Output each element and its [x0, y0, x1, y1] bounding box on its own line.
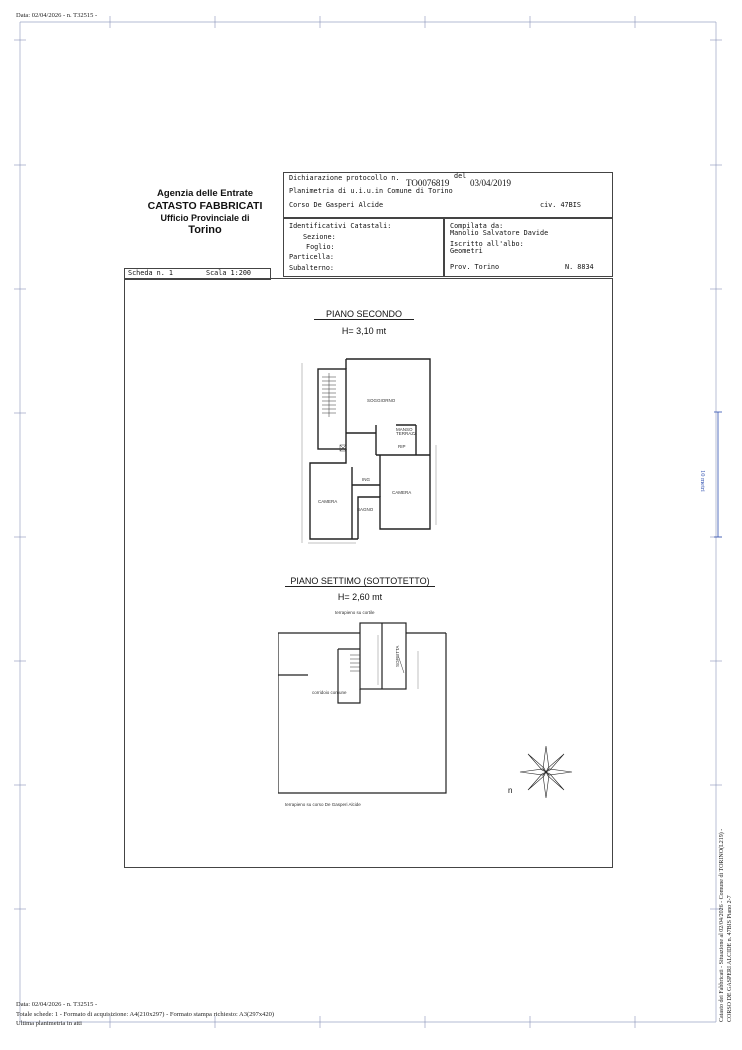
room-soggiorno: SOGGIORNO: [367, 398, 396, 403]
room-small: MANSO TERRAZZ: [396, 427, 417, 436]
protocol-date: 03/04/2019: [470, 178, 512, 188]
floor1-height: H= 3,10 mt: [341, 326, 387, 336]
room-ing: ING: [362, 477, 371, 482]
room-bagno: BAGNO: [357, 507, 374, 512]
agency-office: Ufficio Provinciale di: [160, 213, 250, 223]
footer-line-3: Ultima planimetria in atti: [16, 1020, 82, 1027]
particella-label: Particella:: [289, 253, 335, 261]
floor2-height: H= 2,60 mt: [337, 592, 383, 602]
soffitta-label: SOFFITTA: [395, 645, 400, 667]
floor1-plan: [296, 355, 441, 551]
iscritto-label: Iscritto all'albo:: [450, 240, 524, 248]
planimetria-text: Planimetria di u.i.u.in Comune di Torino: [289, 187, 453, 195]
del-label: del: [454, 172, 467, 180]
compass-label: n: [508, 786, 513, 795]
prov-value: Prov. Torino: [450, 263, 500, 271]
agency-block: [130, 188, 280, 236]
protocol-label: Dichiarazione protocollo n.: [289, 174, 400, 182]
room-rip: RIP: [398, 444, 406, 449]
compilata-name: Manolio Salvatore Davide: [450, 229, 549, 237]
floor2-note-top: terrapieno su cortile: [335, 610, 375, 615]
address-text: Corso De Gasperi Alcide: [289, 201, 384, 209]
room-camera-right: CAMERA: [392, 490, 412, 495]
civic-number: civ. 47BIS: [540, 201, 581, 209]
compass-icon: [518, 744, 574, 800]
identificativi-title: Identificativi Catastali:: [289, 222, 392, 230]
street-note: terrapieno su corso De Gasperi Alcide: [285, 802, 361, 807]
corridoio-label: corridoio comune: [312, 690, 347, 695]
protocol-number: TO0076819: [406, 178, 450, 188]
footer-line-1: Data: 02/04/2026 - n. T32515 -: [16, 1001, 98, 1008]
agency-catasto: CATASTO FABBRICATI: [147, 200, 263, 212]
footer-line-2: Totale schede: 1 - Formato di acquisizione: A4(210x297) - Formato stampa richiesto: A3(297x420): [16, 1011, 275, 1018]
scale-bar-label: 10 metri: [699, 470, 706, 492]
side-text-2: CORSO DE GASPERI ALCIDE n. 47BIS Piano 2-7: [727, 895, 733, 1022]
scale-label: Scala 1:200: [206, 269, 252, 277]
agency-name: Agenzia delle Entrate: [156, 188, 254, 199]
floor2-plan: [278, 615, 448, 795]
subalterno-label: Subalterno:: [289, 264, 335, 272]
scheda-label: Scheda n. 1: [128, 269, 174, 277]
albo-number: N. 8834: [565, 263, 594, 271]
room-camera-left: CAMERA: [318, 499, 338, 504]
floor1-title: PIANO SECONDO: [314, 309, 414, 320]
floor2-title: PIANO SETTIMO (SOTTOTETTO): [285, 576, 435, 587]
side-text-1: Catasto dei Fabbricati - Situazione al 02/04/2026 - Comune di TORINO(L219) -: [719, 828, 725, 1022]
foglio-label: Foglio:: [306, 243, 335, 251]
sezione-label: Sezione:: [303, 233, 336, 241]
compilata-label: Compilata da:: [450, 222, 504, 230]
header-stamp: Data: 02/04/2026 - n. T32515 -: [16, 12, 98, 19]
agency-city: Torino: [188, 224, 222, 236]
albo-value: Geometri: [450, 247, 483, 255]
